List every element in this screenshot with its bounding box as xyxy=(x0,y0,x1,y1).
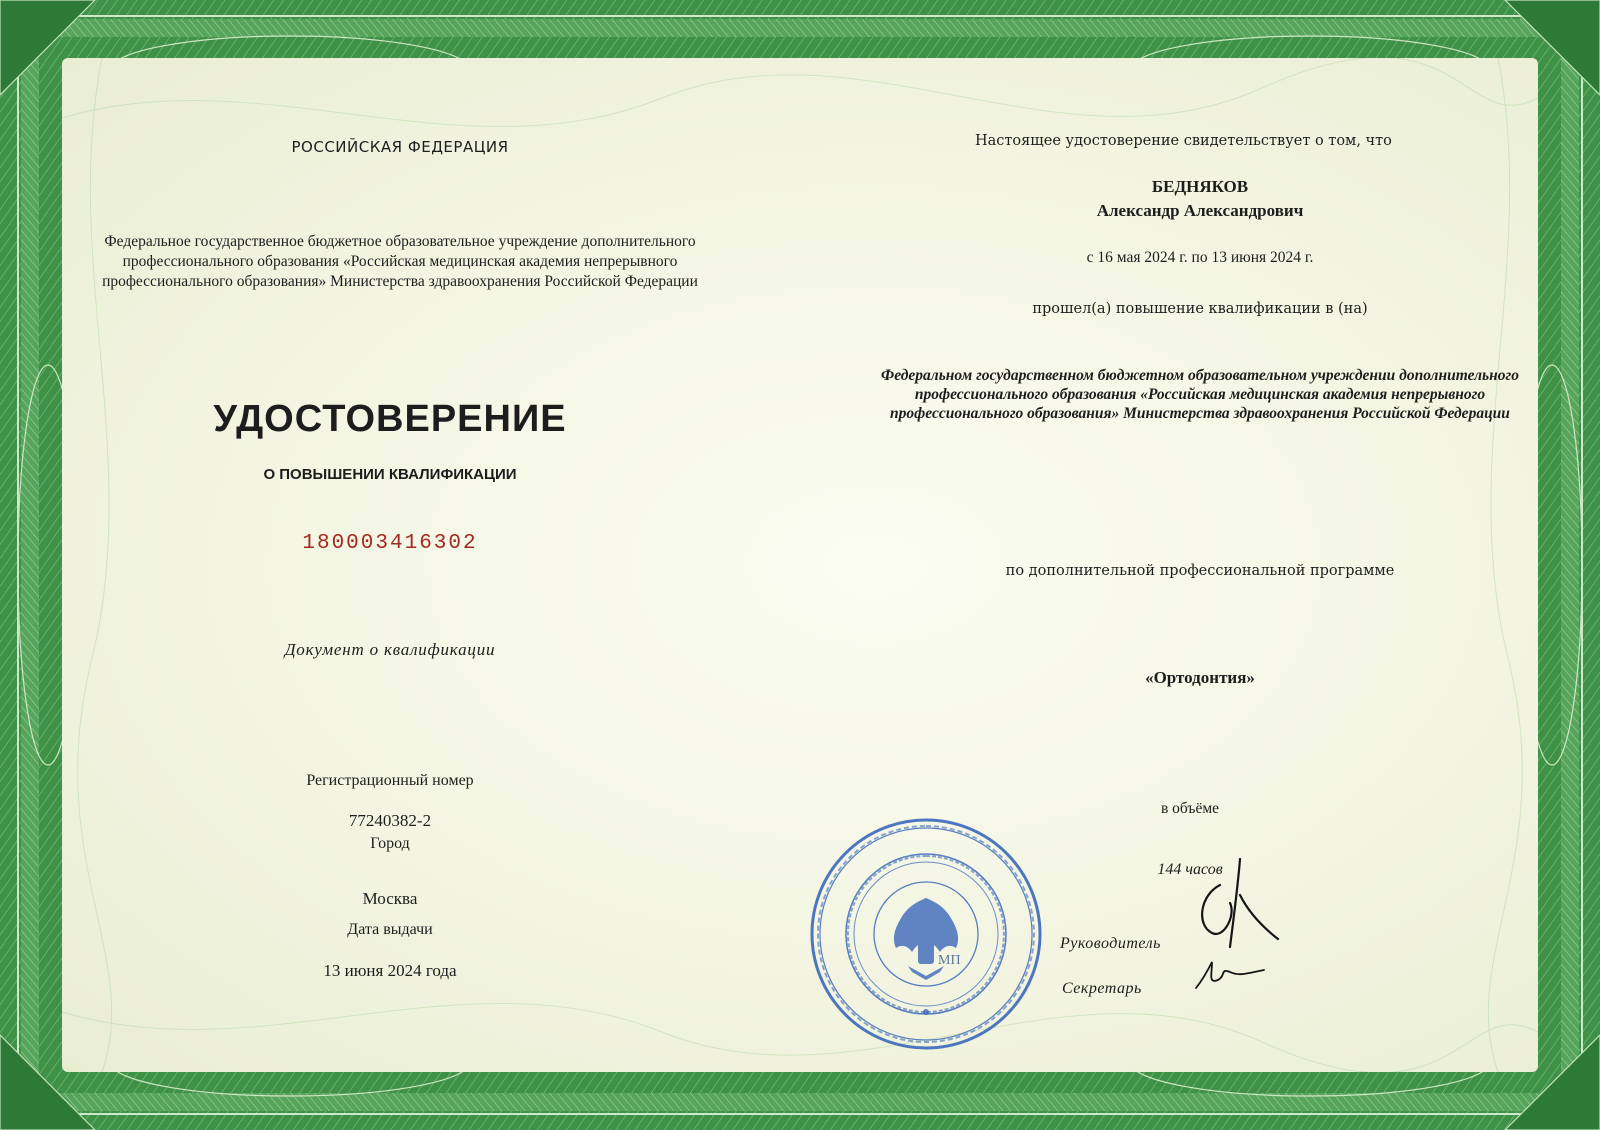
serial-number: 180003416302 xyxy=(302,532,478,555)
registration-number: 77240382-2 xyxy=(348,811,432,830)
volume-label: в объёме xyxy=(1160,800,1220,817)
official-seal xyxy=(808,816,1044,1052)
head-label: Руководитель xyxy=(1060,935,1161,952)
holder-surname: БЕДНЯКОВ xyxy=(1151,177,1249,196)
attest-text: Настоящее удостоверение свидетельствует о том, что xyxy=(975,133,1392,149)
document-title: УДОСТОВЕРЕНИЕ xyxy=(213,398,567,440)
issuing-organization: Федеральное государственное бюджетное образовательное учреждение дополнительного профессионального образования «Российская медицинская академия непрерывного профессионального образования» Министерства здравоохранения Российской Федерации xyxy=(102,233,698,290)
holder-given-names: Александр Александрович xyxy=(1096,201,1304,220)
city-label: Город xyxy=(370,835,410,852)
city: Москва xyxy=(362,889,418,908)
country-name: РОССИЙСКАЯ ФЕДЕРАЦИЯ xyxy=(291,138,509,156)
issue-date-label: Дата выдачи xyxy=(347,921,433,938)
document-kind: Документ о квалификации xyxy=(284,640,496,659)
training-period: с 16 мая 2024 г. по 13 июня 2024 г. xyxy=(1086,249,1314,266)
passed-text: прошел(а) повышение квалификации в (на) xyxy=(1032,301,1368,317)
registration-label: Регистрационный номер xyxy=(306,772,474,789)
head-signature xyxy=(1190,855,1290,965)
program-label: по дополнительной профессиональной программе xyxy=(1005,563,1395,579)
training-organization: Федеральном государственном бюджетном образовательном учреждении дополнительного профессионального образования «Российская медицинская академия непрерывного профессионального образования» Министерства здравоохранения Российской Федерации xyxy=(881,367,1519,422)
secretary-label: Секретарь xyxy=(1062,980,1142,997)
issue-date: 13 июня 2024 года xyxy=(323,961,457,980)
secretary-signature xyxy=(1190,958,1270,998)
seal-center-text: МП xyxy=(938,953,961,968)
program-hours: 144 часов xyxy=(1157,861,1223,878)
document-subtitle: О ПОВЫШЕНИИ КВАЛИФИКАЦИИ xyxy=(263,466,517,483)
program-name: «Ортодонтия» xyxy=(1145,668,1255,687)
